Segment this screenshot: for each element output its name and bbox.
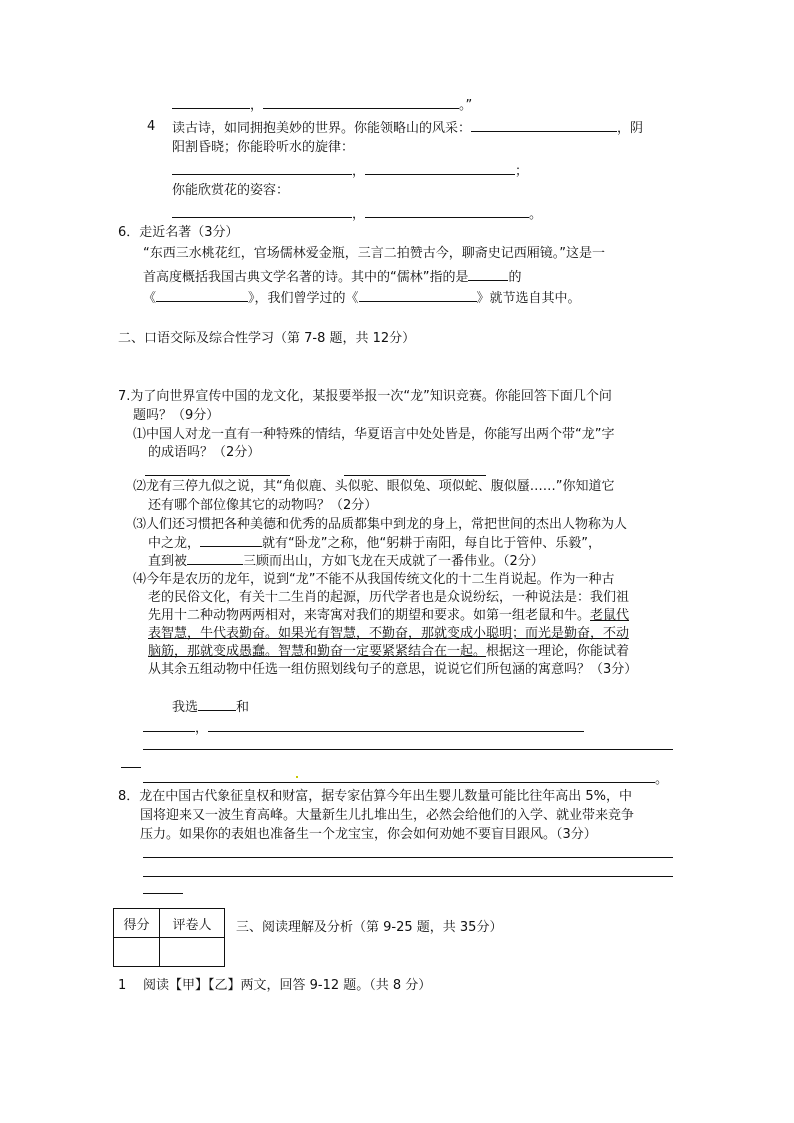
q6-title: 6．走近名著（3分） bbox=[118, 225, 239, 240]
answer-blank[interactable] bbox=[143, 768, 655, 783]
answer-blank[interactable] bbox=[365, 160, 515, 175]
q7-sub4-line4: 表智慧，牛代表勤奋。如果光有智慧，不勤奋，那就变成小聪明；而光是勤奋，不动 bbox=[148, 626, 630, 641]
answer-line[interactable] bbox=[143, 876, 673, 877]
answer-blank[interactable] bbox=[208, 717, 584, 732]
answer-blank[interactable] bbox=[172, 203, 352, 218]
q7-sub4-line5: 脑筋，那就变成愚蠢。智慧和勤奋一定要紧紧结合在一起。根据这一理论，你能试着 bbox=[148, 644, 630, 659]
answer-blank[interactable] bbox=[172, 94, 250, 109]
answer-blank[interactable] bbox=[365, 203, 529, 218]
answer-blank[interactable] bbox=[471, 117, 617, 132]
item-4-line2: 阳割昏晓；你能聆听水的旋律： bbox=[172, 140, 355, 155]
stray-mark bbox=[296, 776, 298, 778]
item-4-line5: ， 。 bbox=[172, 203, 542, 225]
section-3-title: 三、阅读理解及分析（第 9-25 题，共 35分） bbox=[236, 920, 503, 935]
reading-1-number: 1 bbox=[118, 978, 127, 993]
reviewer-cell[interactable] bbox=[160, 938, 225, 967]
item-4-line1: 读古诗，如同拥抱美妙的世界。你能领略山的风采： ，阴 bbox=[172, 117, 643, 139]
q6-line3: 《 》，我们曾学过的《 》就节选自其中。 bbox=[143, 287, 581, 309]
q7-sub4-line6: 从其余五组动物中任选一组仿照划线句子的意思，说说它们所包涵的寓意吗？（3分） bbox=[148, 662, 638, 677]
q7-sub1-line2: 的成语吗？（2分） bbox=[148, 445, 261, 460]
q7-sub3-line3: 直到被 三顾而出山，方如飞龙在天成就了一番伟业。（2分） bbox=[148, 550, 544, 572]
answer-blank[interactable] bbox=[198, 696, 236, 711]
q8-line2: 国将迎来又一波生育高峰。大量新生儿扎堆出生，必然会给他们的入学、就业带来竞争 bbox=[140, 808, 635, 823]
q7-sub1-line1: ⑴中国人对龙一直有一种特殊的情结，华夏语言中处处皆是，你能写出两个带“龙”字 bbox=[133, 427, 615, 442]
answer-line[interactable] bbox=[143, 749, 673, 750]
q7-sub4-line1: ⑷今年是农历的龙年，说到“龙”不能不从我国传统文化的十二生肖说起。作为一种古 bbox=[133, 572, 615, 587]
q6-line2: 首高度概括我国古典文学名著的诗。其中的“儒林”指的是 的 bbox=[143, 266, 522, 288]
q8-line3: 压力。如果你的表姐也准备生一个龙宝宝，你会如何劝她不要盲目跟风。（3分） bbox=[140, 827, 597, 842]
answer-blank[interactable] bbox=[359, 287, 477, 302]
answer-blank[interactable] bbox=[344, 475, 486, 476]
answer-blank[interactable] bbox=[156, 287, 248, 302]
answer-blank[interactable] bbox=[187, 550, 243, 565]
q7-choose-line: 我选 和 bbox=[172, 696, 249, 718]
item-4-number: 4 bbox=[147, 119, 156, 134]
answer-line[interactable] bbox=[121, 767, 141, 768]
answer-line[interactable] bbox=[143, 857, 673, 858]
q7-sub4-line2: 老的民俗文化，有关十二生肖的起源，历代学者也是众说纷纭，一种说法是：我们祖 bbox=[148, 590, 630, 605]
section-2-title: 二、口语交际及综合性学习（第 7-8 题，共 12分） bbox=[118, 331, 416, 346]
item-4-line3: ， ； bbox=[172, 160, 528, 182]
q7-sub2-line1: ⑵龙有三停九似之说，其“角似鹿、头似驼、眼似兔、项似蛇、腹似蜃……”你知道它 bbox=[133, 479, 615, 494]
reading-1-instruction: 阅读【甲】【乙】两文，回答 9-12 题。（共 8 分） bbox=[143, 978, 432, 993]
q7-line2: 题吗？（9分） bbox=[133, 408, 220, 423]
answer-line-top: ， 。” bbox=[172, 94, 472, 116]
q7-line1: 7.为了向世界宣传中国的龙文化，某报要举报一次“龙”知识竞赛。你能回答下面几个问 bbox=[118, 389, 612, 404]
q8-line1: 8．龙在中国古代象征皇权和财富，据专家估算今年出生婴儿数量可能比往年高出 5%，中 bbox=[118, 789, 633, 804]
q6-line1: “东西三水桃花红，官场儒林爱金瓶，三言二拍赞古今，聊斋史记西厢镜。”这是一 bbox=[143, 246, 605, 261]
q7-sub3-line2: 中之龙， 就有“卧龙”之称，他“躬耕于南阳，每自比于管仲、乐毅”， bbox=[148, 532, 601, 554]
answer-blank[interactable] bbox=[468, 266, 508, 281]
answer-blank[interactable] bbox=[263, 94, 459, 109]
score-table bbox=[113, 908, 225, 967]
q7-sub2-line2: 还有哪个部位像其它的动物吗？（2分） bbox=[148, 498, 378, 513]
q7-sub4-line3: 先用十二种动物两两相对，来寄寓对我们的期望和要求。如第一组老鼠和牛。老鼠代 bbox=[148, 608, 630, 623]
q7-sub3-line1: ⑶人们还习惯把各种美德和优秀的品质都集中到龙的身上，常把世间的杰出人物称为人 bbox=[133, 517, 628, 532]
score-header: 得分 bbox=[114, 909, 160, 938]
answer-blank[interactable] bbox=[143, 717, 195, 732]
answer-blank[interactable] bbox=[200, 532, 262, 547]
answer-blank[interactable] bbox=[172, 160, 352, 175]
answer-line[interactable] bbox=[143, 893, 183, 894]
q7-answer-line3: 。 bbox=[143, 768, 668, 790]
answer-blank[interactable] bbox=[145, 475, 290, 476]
reviewer-header: 评卷人 bbox=[160, 909, 225, 938]
score-cell[interactable] bbox=[114, 938, 160, 967]
q7-answer-line1: ， bbox=[143, 717, 584, 739]
item-4-line4: 你能欣赏花的姿容： bbox=[172, 183, 290, 198]
